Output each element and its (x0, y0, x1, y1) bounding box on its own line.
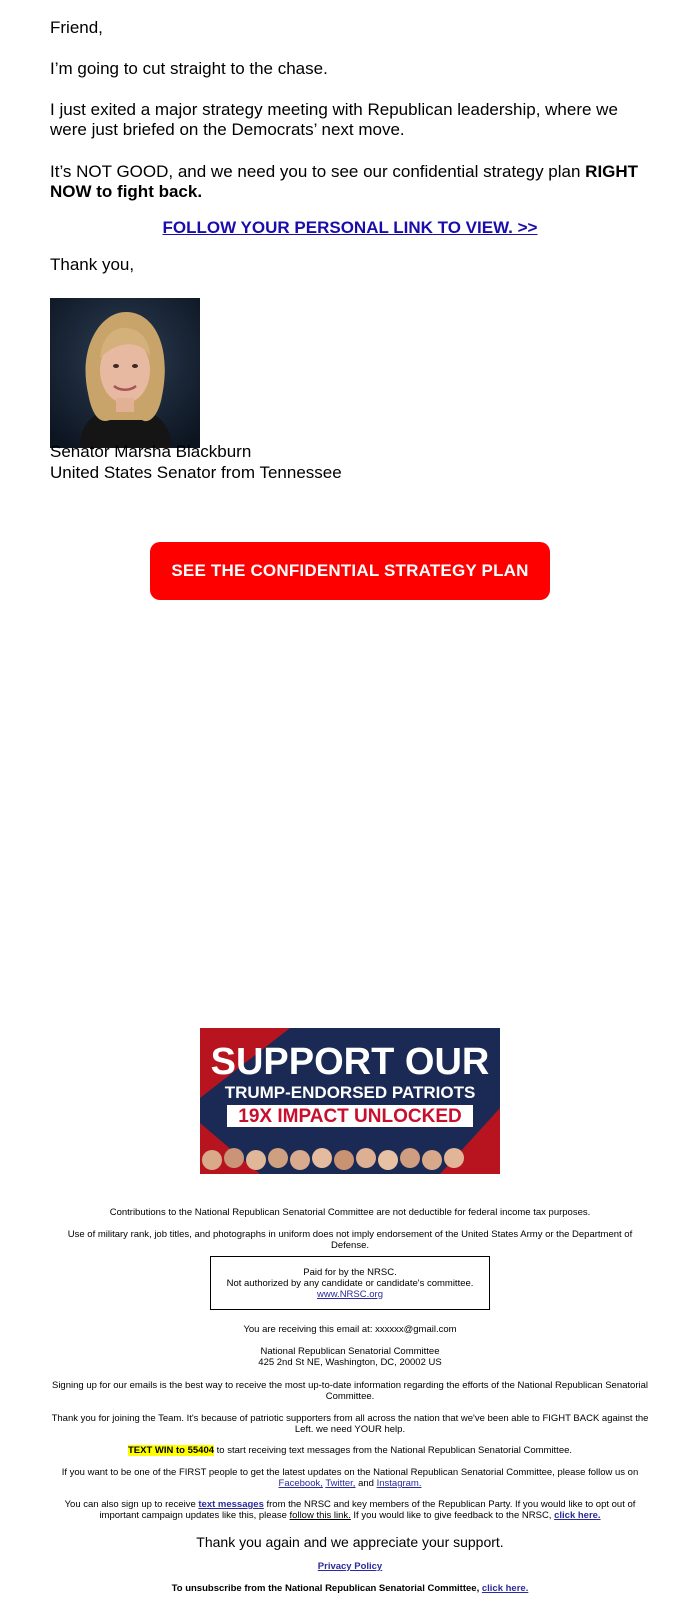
org-address: 425 2nd St NE, Washington, DC, 20002 US (258, 1357, 442, 1368)
social-follow (50, 1467, 650, 1489)
text-win-rest: to start receiving text messages from the National Republican Senatorial Committee. (214, 1445, 573, 1456)
signer-title: United States Senator from Tennessee (50, 463, 342, 482)
sms-text-c: If you would like to give feedback to the NRSC, (350, 1510, 555, 1521)
sms-text-b: from the NRSC and key members of the Republican Party. If you would like to opt out of important campaign updates like this, please (99, 1499, 636, 1521)
warning-emphasis: RIGHT NOW to fight back. (50, 162, 639, 201)
senator-photo (50, 298, 200, 448)
text-win-keyword: TEXT WIN to 55404 (127, 1445, 215, 1456)
greeting: Friend, (50, 18, 103, 37)
nrsc-site-link[interactable]: www.NRSC.org (317, 1289, 383, 1300)
meeting-paragraph: I just exited a major strategy meeting with Republican leadership, where we were just briefed on the Democrats’ next move. (50, 100, 618, 139)
closing: Thank you, (50, 255, 135, 274)
not-authorized: Not authorized by any candidate or candidate's committee. (226, 1278, 474, 1289)
feedback-link[interactable]: click here. (554, 1510, 601, 1521)
unsubscribe-row (50, 1583, 650, 1594)
banner-subheadline: TRUMP-ENDORSED PATRIOTS (224, 1083, 476, 1102)
banner-headline: SUPPORT OUR (210, 1041, 490, 1083)
thanks-team: Thank you for joining the Team. It's because of patriotic supporters from all across the nation that we've been able to FIGHT BACK against the Left. we need YOUR help. (51, 1413, 649, 1435)
receiving-email: You are receiving this email at: xxxxxx@gmail.com (243, 1324, 457, 1335)
warning-paragraph (50, 162, 650, 202)
unsubscribe-text: To unsubscribe from the National Republican Senatorial Committee, (171, 1583, 482, 1594)
social-and: and (355, 1478, 377, 1489)
military-disclaimer: Use of military rank, job titles, and photographs in uniform does not imply endorsement of the United States Army or the Department of Defense. (67, 1229, 633, 1251)
intro-paragraph: I’m going to cut straight to the chase. (50, 59, 328, 78)
instagram-link[interactable]: Instagram. (376, 1478, 422, 1489)
text-messages-link[interactable]: text messages (198, 1499, 264, 1510)
personal-link-row (0, 218, 700, 238)
thank-again: Thank you again and we appreciate your support. (196, 1534, 504, 1550)
confidential-plan-button[interactable]: SEE THE CONFIDENTIAL STRATEGY PLAN (150, 542, 550, 600)
social-follow-text: If you want to be one of the FIRST people to get the latest updates on the National Republican Senatorial Committee, please follow us on (61, 1467, 639, 1478)
sms-text-a: You can also sign up to receive (64, 1499, 199, 1510)
twitter-link[interactable]: Twitter, (325, 1478, 356, 1489)
signer-name: Senator Marsha Blackburn (50, 442, 252, 461)
facebook-link[interactable]: Facebook, (278, 1478, 323, 1489)
support-banner[interactable] (200, 1028, 500, 1174)
text-win-line (50, 1445, 650, 1456)
warning-text: It’s NOT GOOD, and we need you to see our confidential strategy plan (50, 162, 586, 181)
privacy-policy-link[interactable]: Privacy Policy (317, 1561, 383, 1572)
privacy-row (50, 1561, 650, 1572)
tax-disclaimer: Contributions to the National Republican Senatorial Committee are not deductible for federal income tax purposes. (109, 1207, 591, 1218)
banner-impact: 19X IMPACT UNLOCKED (238, 1106, 462, 1127)
signup-note: Signing up for our emails is the best way to receive the most up-to-date information regarding the efforts of the National Republican Senatorial Committee. (51, 1380, 649, 1402)
paid-for-box (210, 1256, 490, 1310)
sms-optout (50, 1499, 650, 1521)
paid-by: Paid for by the NRSC. (303, 1267, 397, 1278)
personal-link[interactable]: FOLLOW YOUR PERSONAL LINK TO VIEW. >> (162, 218, 538, 237)
org-name: National Republican Senatorial Committee (260, 1346, 440, 1357)
follow-this-link[interactable]: follow this link. (289, 1510, 351, 1521)
unsubscribe-link[interactable]: click here. (481, 1583, 529, 1594)
